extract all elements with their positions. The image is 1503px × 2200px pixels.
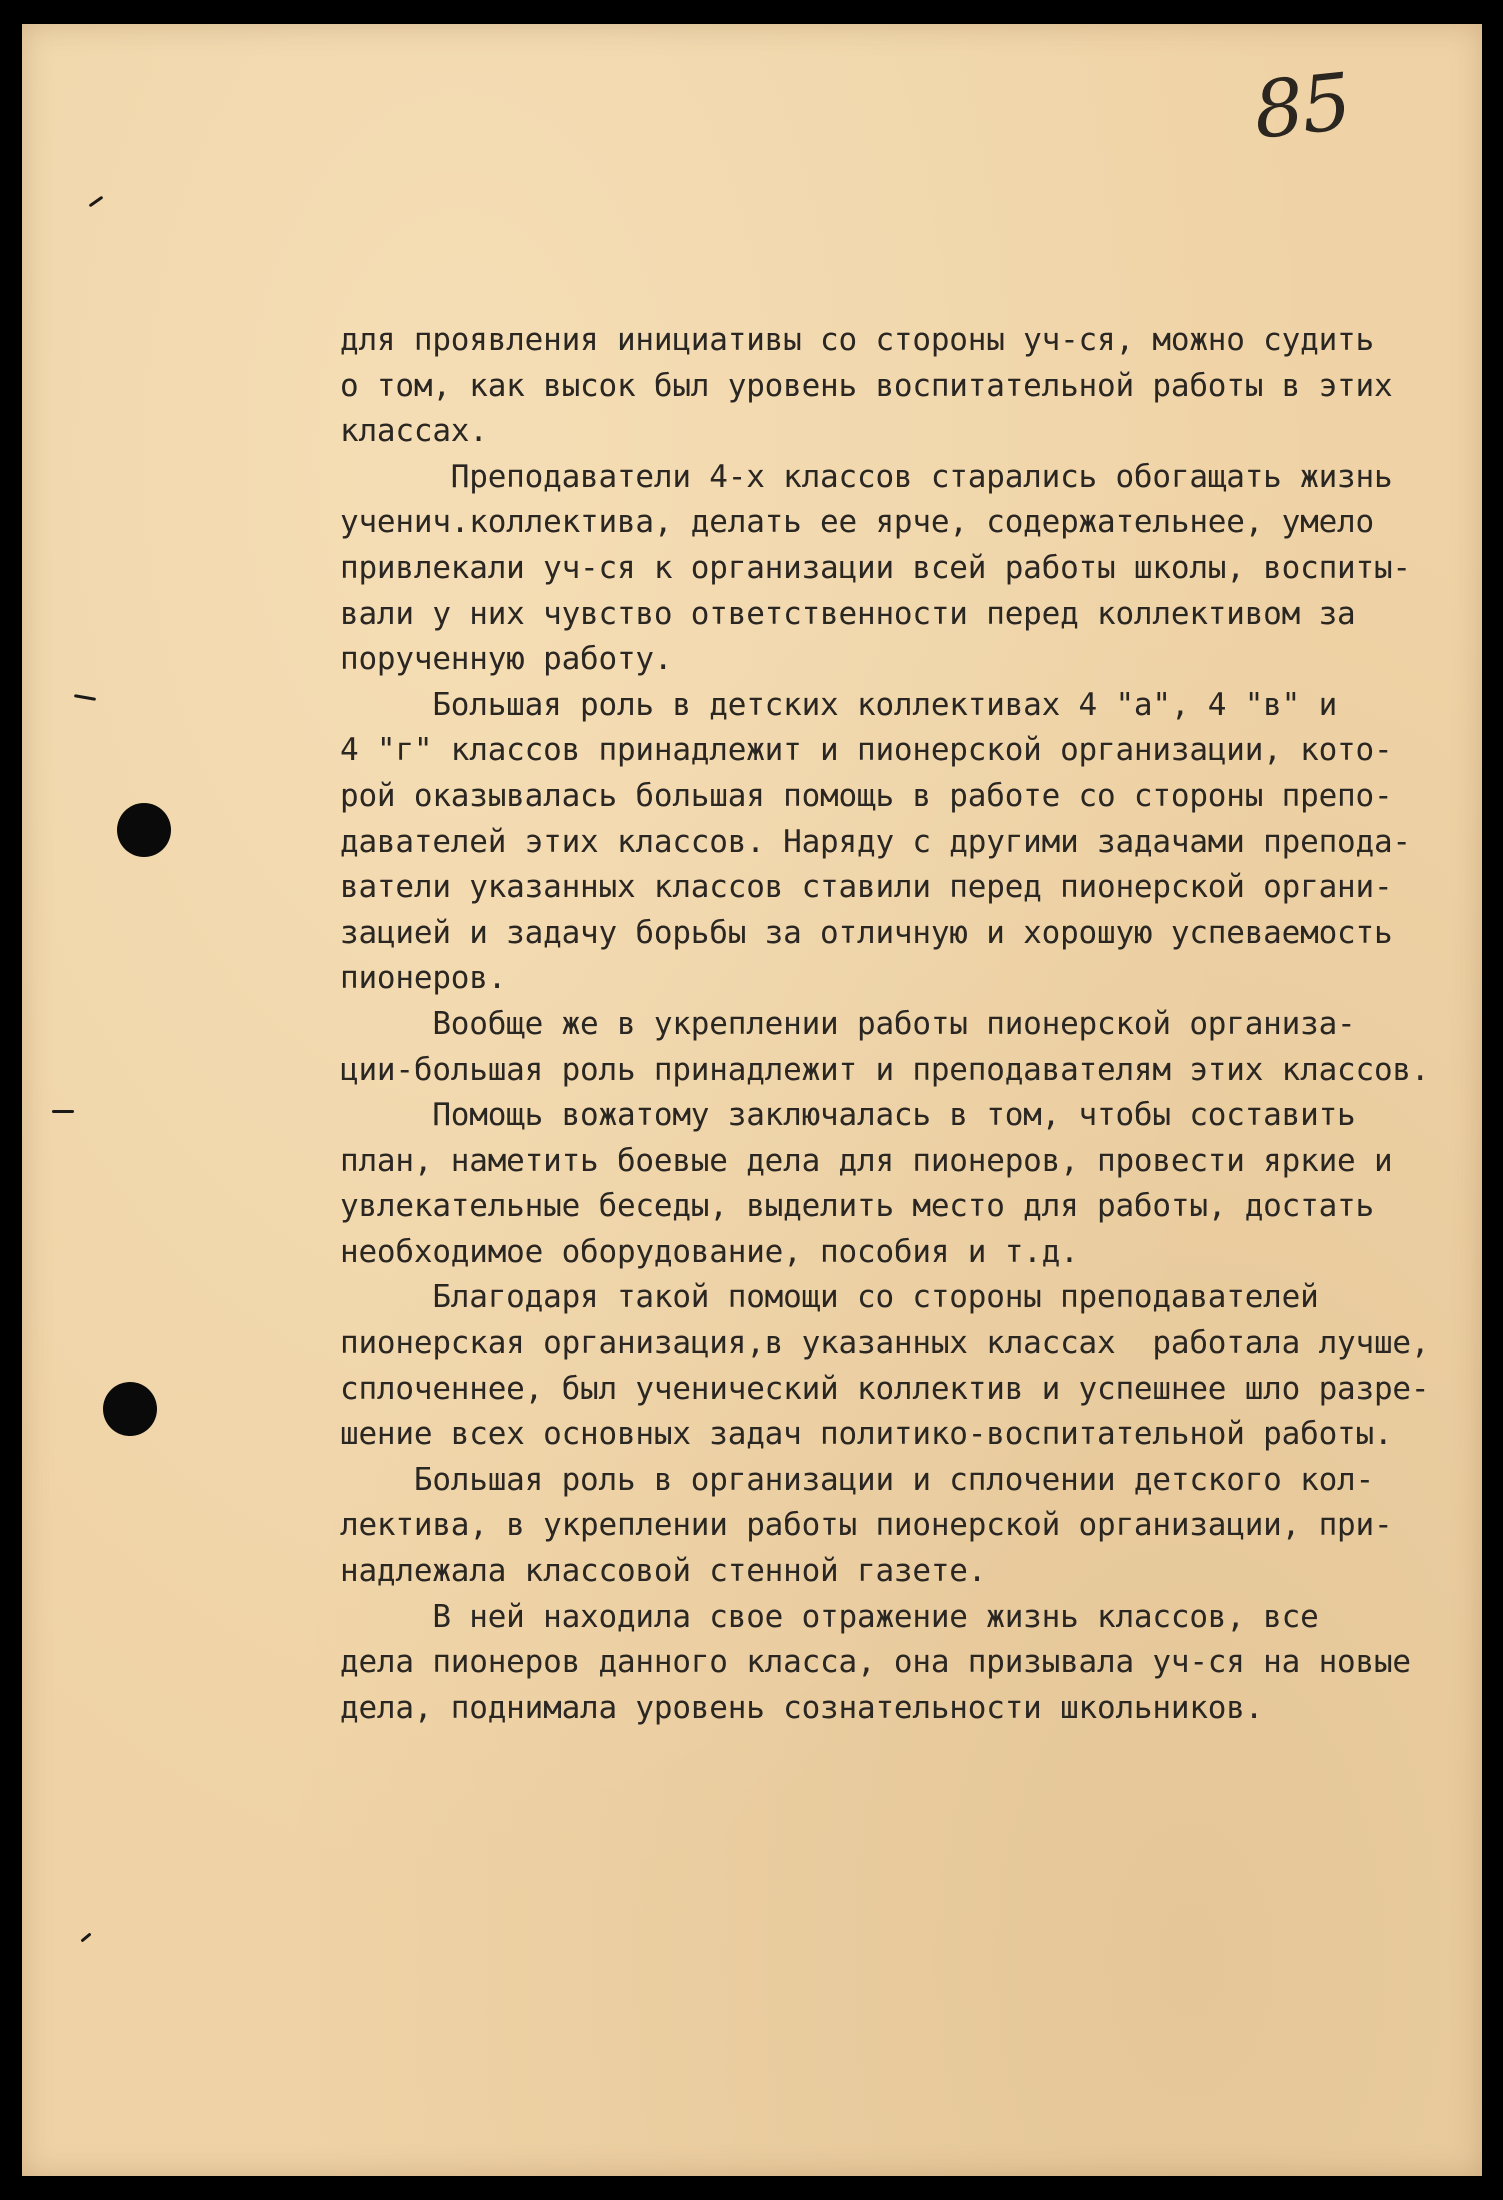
text-line: давателей этих классов. Наряду с другими задачами препода- (340, 823, 1411, 860)
text-line: вали у них чувство ответственности перед коллективом за (340, 595, 1356, 632)
text-line: рой оказывалась большая помощь в работе со стороны препо- (340, 777, 1393, 814)
text-line: зацией и задачу борьбы за отличную и хорошую успеваемость (340, 914, 1393, 951)
text-line: ции-большая роль принадлежит и преподавателям этих классов. (340, 1051, 1430, 1088)
body-text (340, 318, 1480, 1731)
text-line: увлекательные беседы, выделить место для работы, достать (340, 1188, 1374, 1225)
text-line: Большая роль в организации и сплочении детского кол- (340, 1461, 1374, 1498)
punch-hole (117, 803, 171, 857)
text-line: привлекали уч-ся к организации всей работы школы, воспиты- (340, 549, 1411, 586)
text-line: В ней находила свое отражение жизнь классов, все (340, 1598, 1319, 1635)
text-line: Преподаватели 4-х классов старались обогащать жизнь (340, 458, 1393, 495)
text-line: порученную работу. (340, 641, 673, 678)
margin-mark (74, 694, 96, 701)
text-line: Вообще же в укреплении работы пионерской организа- (340, 1005, 1356, 1042)
text-line: Благодаря такой помощи со стороны преподавателей (340, 1279, 1319, 1316)
text-line: Помощь вожатому заключалась в том, чтобы составить (340, 1097, 1356, 1134)
text-line: план, наметить боевые дела для пионеров, провести яркие и (340, 1142, 1393, 1179)
text-line: лектива, в укреплении работы пионерской организации, при- (340, 1507, 1393, 1544)
text-line: пионеров. (340, 960, 507, 997)
text-line: надлежала классовой стенной газете. (340, 1553, 987, 1590)
text-line: дела, поднимала уровень сознательности школьников. (340, 1689, 1264, 1726)
text-line: о том, как высок был уровень воспитательной работы в этих (340, 367, 1393, 404)
text-line: сплоченнее, был ученический коллектив и успешнее шло разре- (340, 1370, 1430, 1407)
text-line: для проявления инициативы со стороны уч-ся, можно судить (340, 322, 1374, 358)
document-page (22, 24, 1482, 2176)
margin-mark (89, 196, 104, 208)
margin-mark (80, 1932, 91, 1942)
text-line: дела пионеров данного класса, она призывала уч-ся на новые (340, 1644, 1411, 1681)
text-line: 4 "г" классов принадлежит и пионерской организации, кото- (340, 732, 1393, 769)
text-line: пионерская организация,в указанных классах работала лучше, (340, 1325, 1430, 1362)
text-line: ватели указанных классов ставили перед пионерской органи- (340, 869, 1393, 906)
text-line: классах. (340, 413, 488, 450)
margin-mark (52, 1110, 74, 1113)
text-line: шение всех основных задач политико-воспитательной работы. (340, 1416, 1393, 1453)
punch-hole (103, 1382, 157, 1436)
text-line: Большая роль в детских коллективах 4 "а", 4 "в" и (340, 686, 1338, 723)
text-line: ученич.коллектива, делать ее ярче, содержательнее, умело (340, 504, 1374, 541)
text-line: необходимое оборудование, пособия и т.д. (340, 1233, 1079, 1270)
page-number: 85 (1249, 57, 1354, 157)
